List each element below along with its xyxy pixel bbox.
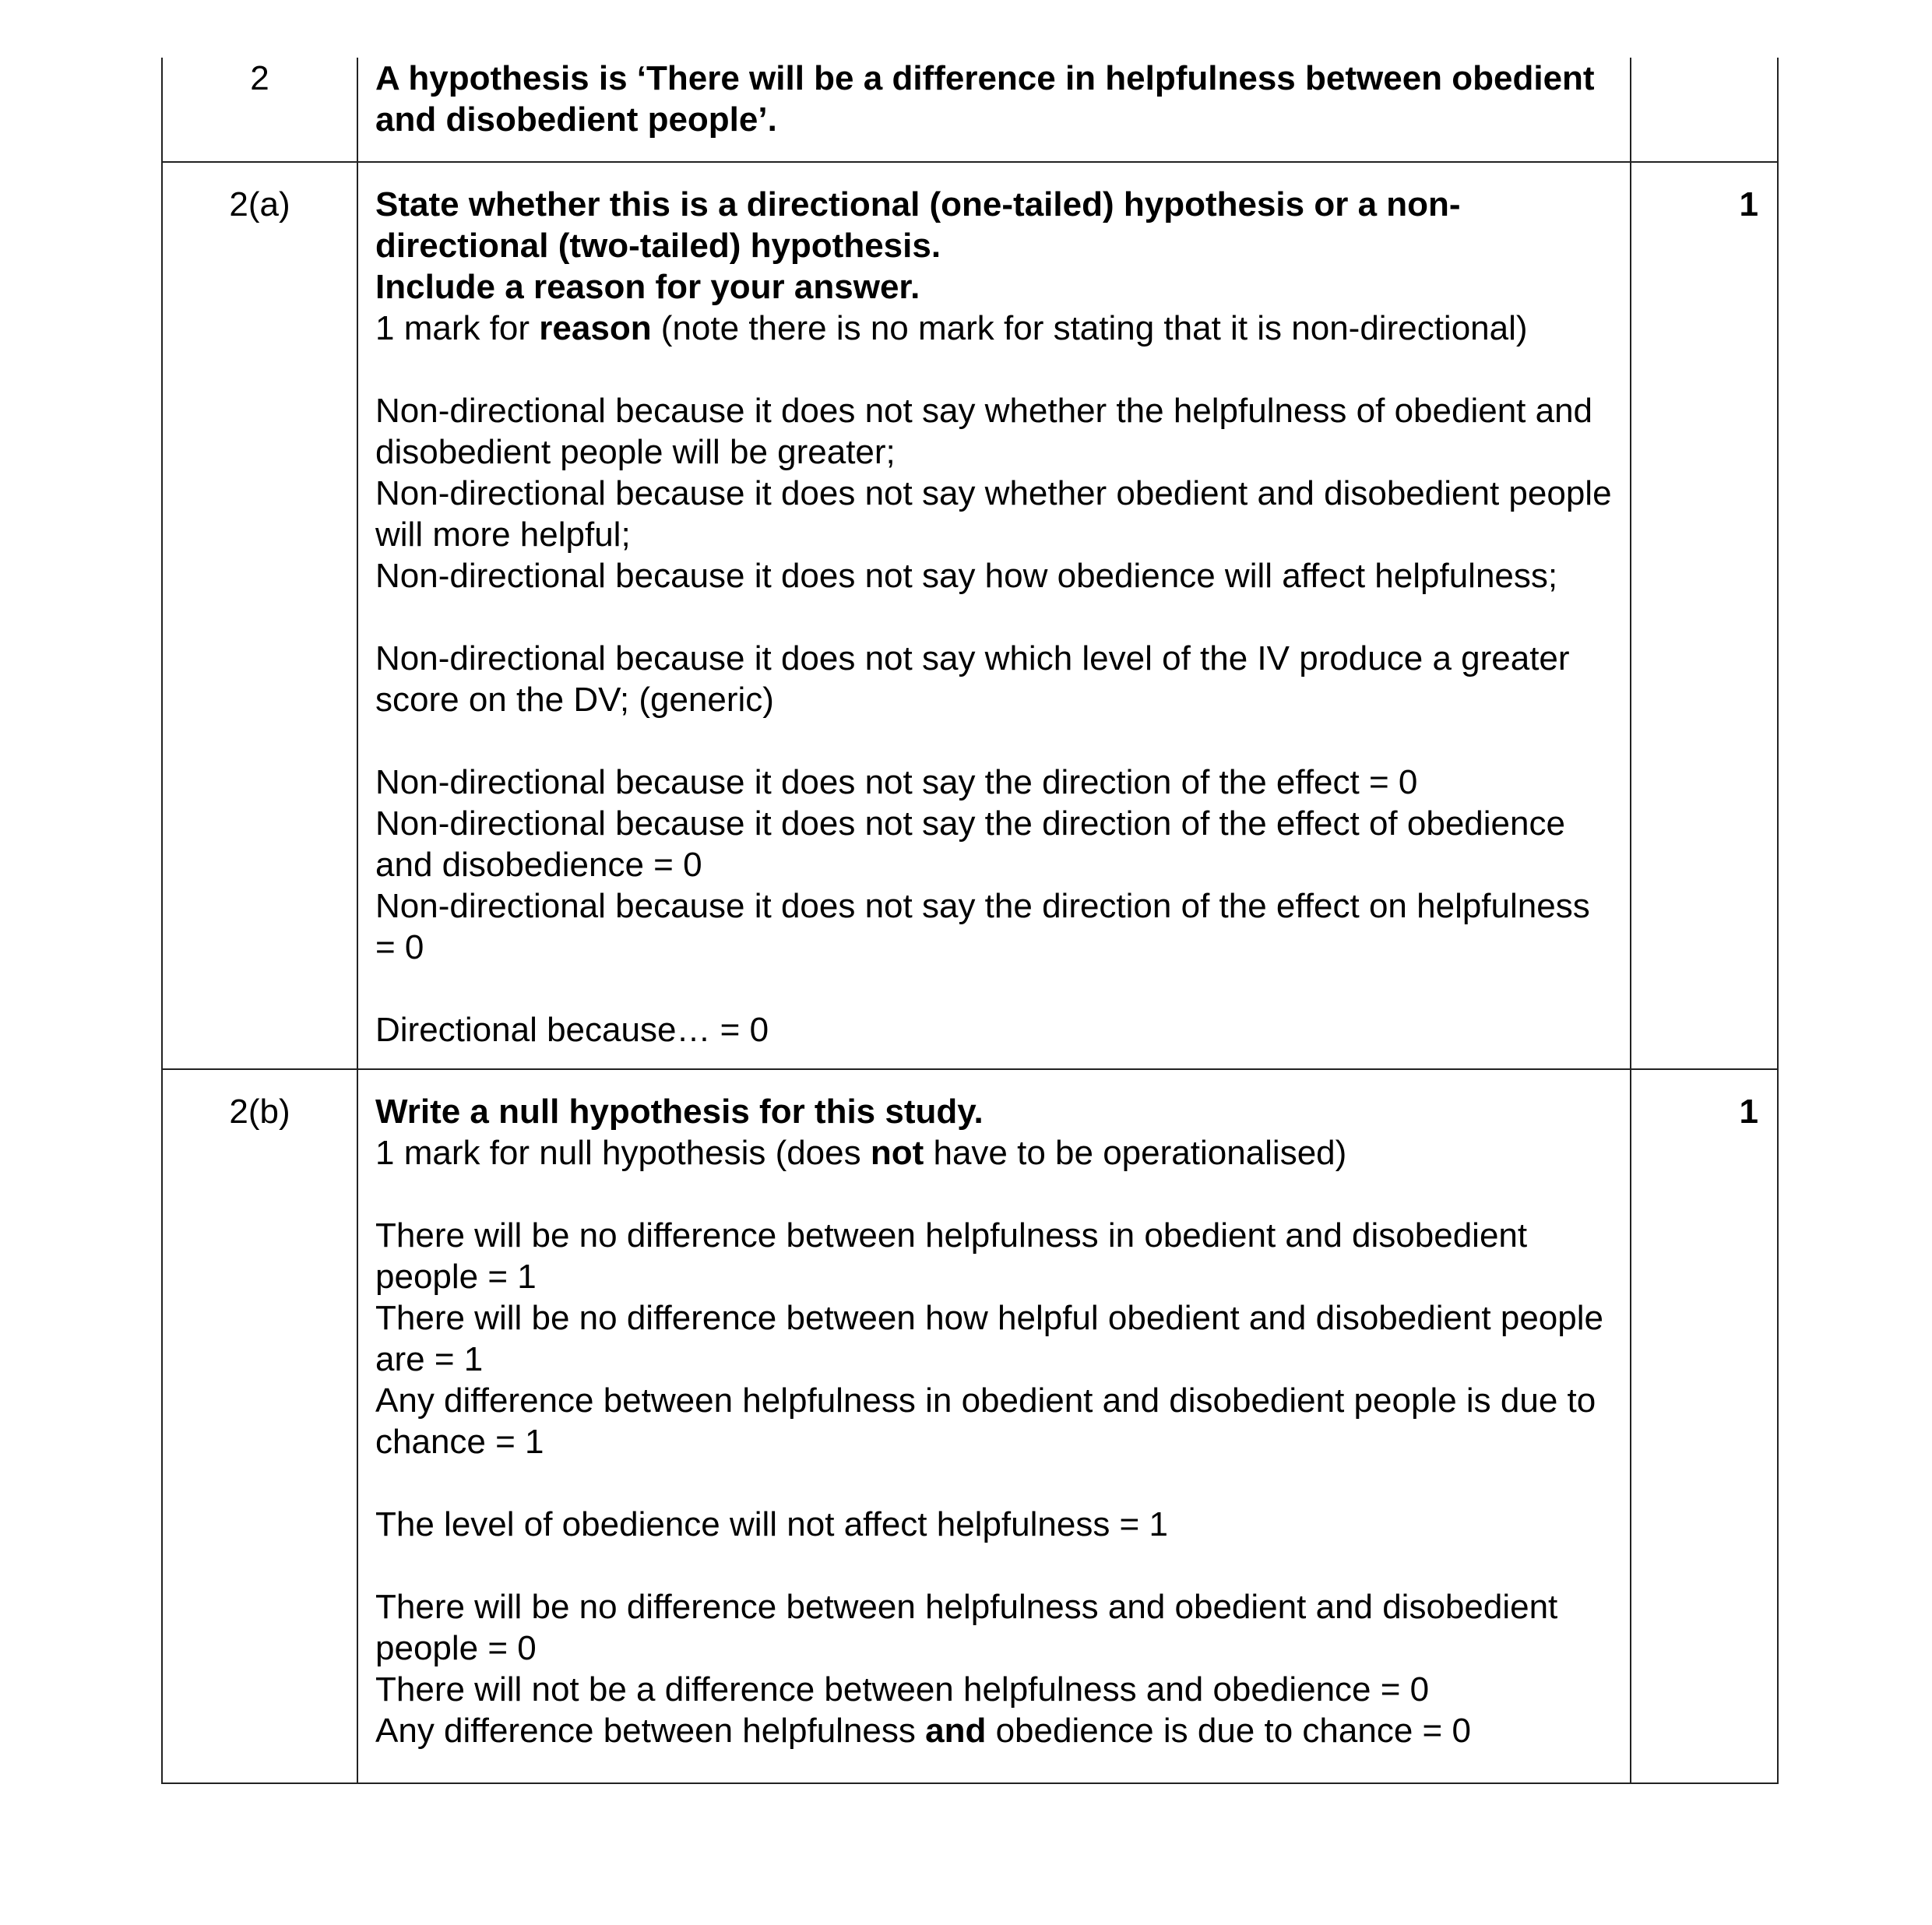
answer-text: obedience is due to chance = 0	[986, 1712, 1471, 1750]
guidance-emphasis: not	[870, 1134, 924, 1172]
question-number: 2(b)	[162, 1069, 357, 1783]
answer-line: The level of obedience will not affect helpfulness = 1	[375, 1505, 1168, 1543]
answer-line: There will be no difference between helpfulness and obedient and disobedient people = 0	[375, 1588, 1558, 1667]
answer-line: Non-directional because it does not say how obedience will affect helpfulness;	[375, 557, 1558, 595]
answer-group	[375, 1586, 1613, 1751]
answer-line: There will be no difference between how helpful obedient and disobedient people are = 1	[375, 1299, 1603, 1378]
guidance-text: (note there is no mark for stating that it is non-directional)	[651, 309, 1528, 347]
guidance-text: have to be operationalised)	[924, 1134, 1347, 1172]
question-text-line2: Include a reason for your answer.	[375, 268, 920, 306]
question-number: 2	[162, 58, 357, 162]
answer-group	[375, 638, 1613, 720]
question-2-row	[162, 58, 1778, 162]
guidance-emphasis: reason	[539, 309, 652, 347]
answer-group	[375, 1009, 1613, 1050]
marks-value: 1	[1631, 1069, 1778, 1783]
answer-group	[375, 1504, 1613, 1545]
answer-group	[375, 1215, 1613, 1462]
marks-value: 1	[1631, 162, 1778, 1069]
marks-cell-empty	[1631, 58, 1778, 162]
answer-line	[375, 1710, 1613, 1751]
answer-line: Non-directional because it does not say the direction of the effect of obedience and disobedience = 0	[375, 804, 1565, 884]
question-2a-row	[162, 162, 1778, 1069]
answer-emphasis: and	[925, 1712, 987, 1750]
question-number: 2(a)	[162, 162, 357, 1069]
answer-line: Any difference between helpfulness in obedient and disobedient people is due to chance = 1	[375, 1381, 1596, 1461]
answer-line: Non-directional because it does not say the direction of the effect on helpfulness = 0	[375, 887, 1590, 966]
question-text: Write a null hypothesis for this study.	[375, 1093, 984, 1131]
mark-scheme-table	[161, 58, 1779, 1784]
marking-guidance	[375, 308, 1613, 349]
answer-cell	[357, 1069, 1631, 1783]
answer-line: There will not be a difference between helpfulness and obedience = 0	[375, 1670, 1430, 1709]
question-2b-row	[162, 1069, 1778, 1783]
answer-group	[375, 762, 1613, 968]
question-stem: A hypothesis is ‘There will be a difference in helpfulness between obedient and disobedient people’.	[375, 59, 1595, 139]
question-stem-cell	[357, 58, 1631, 162]
guidance-text: 1 mark for null hypothesis (does	[375, 1134, 871, 1172]
answer-line: Non-directional because it does not say which level of the IV produce a greater score on the DV; (generic)	[375, 639, 1570, 719]
answer-line: Non-directional because it does not say whether the helpfulness of obedient and disobedient people will be greater;	[375, 392, 1593, 471]
guidance-text: 1 mark for	[375, 309, 540, 347]
answer-line: Non-directional because it does not say whether obedient and disobedient people will more helpful;	[375, 474, 1612, 554]
marking-guidance	[375, 1132, 1613, 1174]
answer-line: Non-directional because it does not say the direction of the effect = 0	[375, 763, 1418, 801]
answer-line: There will be no difference between helpfulness in obedient and disobedient people = 1	[375, 1216, 1528, 1296]
answer-cell	[357, 162, 1631, 1069]
answer-group	[375, 390, 1613, 597]
question-text: State whether this is a directional (one-tailed) hypothesis or a non-directional (two-tailed) hypothesis.	[375, 185, 1461, 265]
answer-text: Any difference between helpfulness	[375, 1712, 926, 1750]
answer-line: Directional because… = 0	[375, 1011, 769, 1049]
